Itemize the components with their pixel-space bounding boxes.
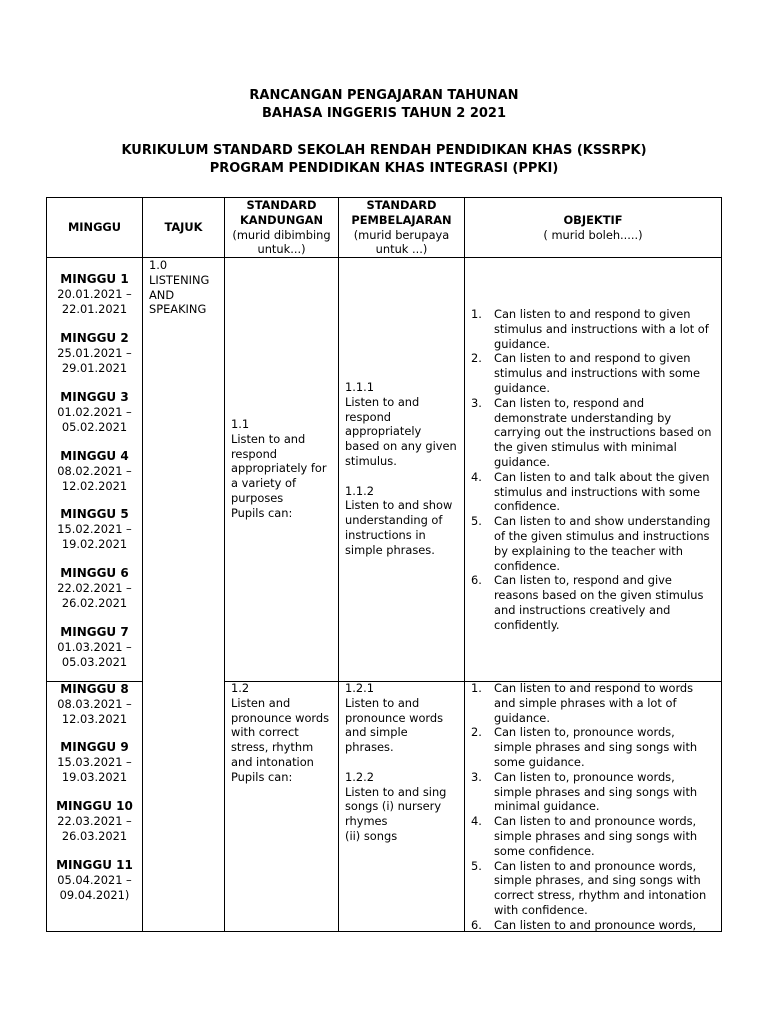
week-end-date: 12.03.2021 — [61, 711, 128, 726]
doc-title-line-1: RANCANGAN PENGAJARAN TAHUNAN — [249, 88, 519, 103]
col-divider-2 — [224, 197, 225, 932]
objective-line: stimulus and instructions with some — [494, 366, 700, 381]
objective-line: Can listen to and pronounce words, — [494, 814, 697, 829]
sp-line: stimulus. — [345, 453, 397, 468]
week-end-date: 26.02.2021 — [61, 595, 128, 610]
objective-item — [471, 307, 721, 351]
objective-line: Can listen to and respond to words — [494, 681, 694, 695]
objective-line: Can listen to, pronounce words, — [494, 725, 675, 740]
objective-number: 2. — [471, 725, 482, 740]
header-obj-line-2: ( murid boleh.....) — [543, 227, 643, 242]
sk-line: respond — [231, 446, 278, 461]
week-start-date: 01.03.2021 – — [57, 639, 132, 654]
objective-line: simple phrases and sing songs with — [494, 828, 698, 843]
sk-line: 1.1 — [231, 417, 250, 431]
week-end-date: 05.03.2021 — [61, 654, 128, 669]
sk-line: with correct — [231, 725, 299, 740]
objective-item — [471, 918, 721, 933]
header-sp-line-2: PEMBELAJARAN — [351, 212, 452, 227]
objective-line: Can listen to and show understanding — [494, 514, 711, 529]
doc-title-line-3: KURIKULUM STANDARD SEKOLAH RENDAH PENDIDIKAN KHAS (KSSRPK) — [121, 143, 647, 158]
objective-line: reasons based on the given stimulus — [494, 588, 704, 603]
objective-line: and simple phrases with a lot of — [494, 695, 677, 710]
objective-line: minimal guidance. — [494, 799, 600, 814]
objective-line: Can listen to and respond to given — [494, 307, 691, 321]
week-entry — [47, 390, 142, 434]
week-label: MINGGU 3 — [60, 390, 129, 404]
objective-line: confidence. — [494, 558, 560, 573]
tajuk-cell — [149, 258, 223, 317]
objective-item — [471, 514, 721, 573]
objectives-block-2 — [471, 681, 721, 933]
objective-line: stimulus and instructions with some — [494, 484, 700, 499]
week-label: MINGGU 2 — [60, 331, 129, 345]
sp-line: respond — [345, 409, 392, 424]
week-label: MINGGU 10 — [56, 799, 133, 813]
standard-pembelajaran-1-1 — [345, 380, 463, 558]
objective-item — [471, 396, 721, 470]
week-label: MINGGU 8 — [60, 682, 129, 696]
sp-line: rhymes — [345, 814, 388, 829]
week-end-date: 19.03.2021 — [61, 769, 128, 784]
week-start-date: 08.02.2021 – — [57, 463, 132, 478]
sp-line: phrases. — [345, 740, 394, 755]
header-sk-line-3: (murid dibimbing — [232, 227, 331, 242]
col-divider-3 — [338, 197, 339, 932]
objective-number: 5. — [471, 514, 482, 529]
header-sp-line-4: untuk ...) — [375, 242, 428, 257]
header-minggu — [47, 220, 142, 235]
objective-item — [471, 814, 721, 858]
objective-item — [471, 859, 721, 918]
objective-number: 3. — [471, 395, 482, 410]
week-start-date: 05.04.2021 – — [57, 872, 132, 887]
week-label: MINGGU 4 — [60, 449, 129, 463]
week-start-date: 22.03.2021 – — [57, 813, 132, 828]
objective-item — [471, 681, 721, 725]
doc-title-line-4: PROGRAM PENDIDIKAN KHAS INTEGRASI (PPKI) — [209, 161, 559, 176]
col-divider-4 — [464, 197, 465, 932]
header-sk-line-4: untuk...) — [257, 242, 306, 257]
header-sk-line-2: KANDUNGAN — [239, 212, 324, 227]
week-end-date: 19.02.2021 — [61, 536, 128, 551]
sp-line: based on any given — [345, 439, 457, 454]
sp-line: instructions in — [345, 527, 426, 542]
week-end-date: 05.02.2021 — [61, 419, 128, 434]
week-label: MINGGU 9 — [60, 740, 129, 754]
objective-item — [471, 573, 721, 632]
objective-number: 6. — [471, 917, 482, 932]
objective-line: simple phrases and sing songs with — [494, 784, 698, 799]
week-label: MINGGU 6 — [60, 566, 129, 580]
objective-line: some guidance. — [494, 754, 585, 769]
header-tajuk — [143, 220, 224, 235]
sk-line: Pupils can: — [231, 505, 293, 520]
objective-line: correct stress, rhythm and intonation — [494, 888, 707, 903]
standard-kandungan-1-1 — [231, 417, 337, 521]
objective-number: 2. — [471, 351, 482, 366]
header-standard-pembelajaran — [339, 198, 464, 257]
sp-line: 1.2.2 — [345, 769, 374, 784]
objective-line: Can listen to, respond and give — [494, 573, 672, 588]
header-sp-line-1: STANDARD — [366, 198, 437, 212]
week-entry — [47, 799, 142, 843]
sp-line: 1.1.2 — [345, 483, 374, 498]
doc-title-line-2: BAHASA INGGERIS TAHUN 2 2021 — [261, 106, 507, 121]
sp-line: simple phrases. — [345, 542, 435, 557]
objective-line: of the given stimulus and instructions — [494, 528, 710, 543]
objective-item — [471, 770, 721, 814]
sk-line: purposes — [231, 490, 284, 505]
sp-line: songs (i) nursery — [345, 799, 442, 814]
sp-line: Listen to and — [345, 695, 420, 710]
sp-line: Listen to and sing — [345, 784, 447, 799]
sk-line: Listen and — [231, 695, 291, 710]
objective-line: Can listen to and talk about the given — [494, 469, 710, 484]
sp-line: appropriately — [345, 424, 422, 439]
objective-line: by explaining to the teacher with — [494, 543, 683, 558]
sk-line: a variety of — [231, 476, 296, 491]
week-start-date: 15.02.2021 – — [57, 521, 132, 536]
week-start-date: 15.03.2021 – — [57, 754, 132, 769]
sk-line: pronounce words — [231, 710, 330, 725]
sp-line: understanding of — [345, 513, 443, 528]
header-standard-kandungan — [225, 198, 338, 257]
objective-line: guidance. — [494, 454, 550, 469]
objective-line: some confidence. — [494, 843, 595, 858]
week-end-date: 12.02.2021 — [61, 478, 128, 493]
tajuk-line-1: 1.0 — [149, 258, 168, 272]
objective-line: the given stimulus with minimal — [494, 440, 677, 455]
week-start-date: 25.01.2021 – — [57, 345, 132, 360]
objective-line: guidance. — [494, 336, 550, 351]
sk-line: and intonation — [231, 754, 314, 769]
sk-line: stress, rhythm — [231, 740, 314, 755]
header-tajuk-label: TAJUK — [164, 220, 203, 234]
objective-line: confidently. — [494, 617, 560, 632]
week-label: MINGGU 7 — [60, 625, 129, 639]
sp-line: and simple — [345, 725, 408, 740]
week-start-date: 01.02.2021 – — [57, 404, 132, 419]
week-entry — [47, 858, 142, 902]
tajuk-line-3: AND — [149, 287, 175, 302]
tajuk-line-2: LISTENING — [149, 272, 210, 287]
objective-line: Can listen to, pronounce words, — [494, 769, 675, 784]
week-entry — [47, 331, 142, 375]
objective-list — [471, 307, 721, 633]
week-end-date: 09.04.2021) — [59, 887, 130, 902]
sk-line: Pupils can: — [231, 769, 293, 784]
sk-line: 1.2 — [231, 681, 250, 695]
week-entry — [47, 740, 142, 784]
objective-line: and instructions creatively and — [494, 602, 671, 617]
objective-line: demonstrate understanding by — [494, 410, 672, 425]
header-objektif — [465, 213, 721, 243]
objective-number: 3. — [471, 769, 482, 784]
header-sp-line-3: (murid berupaya — [353, 227, 450, 242]
col-divider-1 — [142, 197, 143, 932]
objective-line: guidance. — [494, 710, 550, 725]
week-label: MINGGU 11 — [56, 858, 133, 872]
week-start-date: 22.02.2021 – — [57, 580, 132, 595]
week-end-date: 22.01.2021 — [61, 301, 128, 316]
tajuk-line-4: SPEAKING — [149, 302, 207, 317]
table-border-right — [721, 197, 722, 932]
sk-line: Listen to and — [231, 431, 306, 446]
sk-line: appropriately for — [231, 461, 327, 476]
objective-number: 1. — [471, 681, 482, 695]
objective-item — [471, 725, 721, 769]
standard-pembelajaran-1-2 — [345, 681, 463, 844]
objective-number: 4. — [471, 469, 482, 484]
week-entry — [47, 507, 142, 551]
objective-number: 5. — [471, 858, 482, 873]
sp-line: pronounce words — [345, 710, 444, 725]
objective-line: Can listen to, respond and — [494, 395, 645, 410]
week-label: MINGGU 1 — [60, 272, 129, 286]
standard-kandungan-1-2 — [231, 681, 337, 785]
objective-line: Can listen to and pronounce words, — [494, 917, 697, 932]
header-minggu-label: MINGGU — [67, 220, 122, 234]
week-end-date: 29.01.2021 — [61, 360, 128, 375]
week-entry — [47, 272, 142, 316]
week-start-date: 08.03.2021 – — [57, 696, 132, 711]
objective-line: confidence. — [494, 499, 560, 514]
week-entry — [47, 449, 142, 493]
objective-line: guidance. — [494, 380, 550, 395]
sp-line: Listen to and show — [345, 498, 453, 513]
objective-line: simple phrases, and sing songs with — [494, 873, 701, 888]
objective-line: stimulus and instructions with a lot of — [494, 321, 709, 336]
header-sk-line-1: STANDARD — [246, 198, 317, 212]
objective-list — [471, 681, 721, 933]
objectives-block-1 — [471, 307, 721, 633]
week-entry — [47, 625, 142, 669]
objective-line: simple phrases and sing songs with — [494, 740, 698, 755]
week-entry — [47, 682, 142, 726]
sp-line: 1.2.1 — [345, 681, 374, 695]
objective-number: 4. — [471, 814, 482, 829]
objective-line: with confidence. — [494, 902, 588, 917]
objective-line: carrying out the instructions based on — [494, 425, 712, 440]
objective-item — [471, 351, 721, 395]
week-end-date: 26.03.2021 — [61, 828, 128, 843]
objective-number: 1. — [471, 307, 482, 321]
week-entry — [47, 566, 142, 610]
objective-line: Can listen to and respond to given — [494, 351, 691, 366]
sp-line: Listen to and — [345, 394, 420, 409]
header-obj-line-1: OBJEKTIF — [563, 213, 623, 227]
objective-line: Can listen to and pronounce words, — [494, 858, 697, 873]
objective-number: 6. — [471, 573, 482, 588]
objective-item — [471, 470, 721, 514]
week-label: MINGGU 5 — [60, 507, 129, 521]
week-start-date: 20.01.2021 – — [57, 286, 132, 301]
sp-line: 1.1.1 — [345, 380, 374, 394]
sp-line: (ii) songs — [345, 828, 398, 843]
